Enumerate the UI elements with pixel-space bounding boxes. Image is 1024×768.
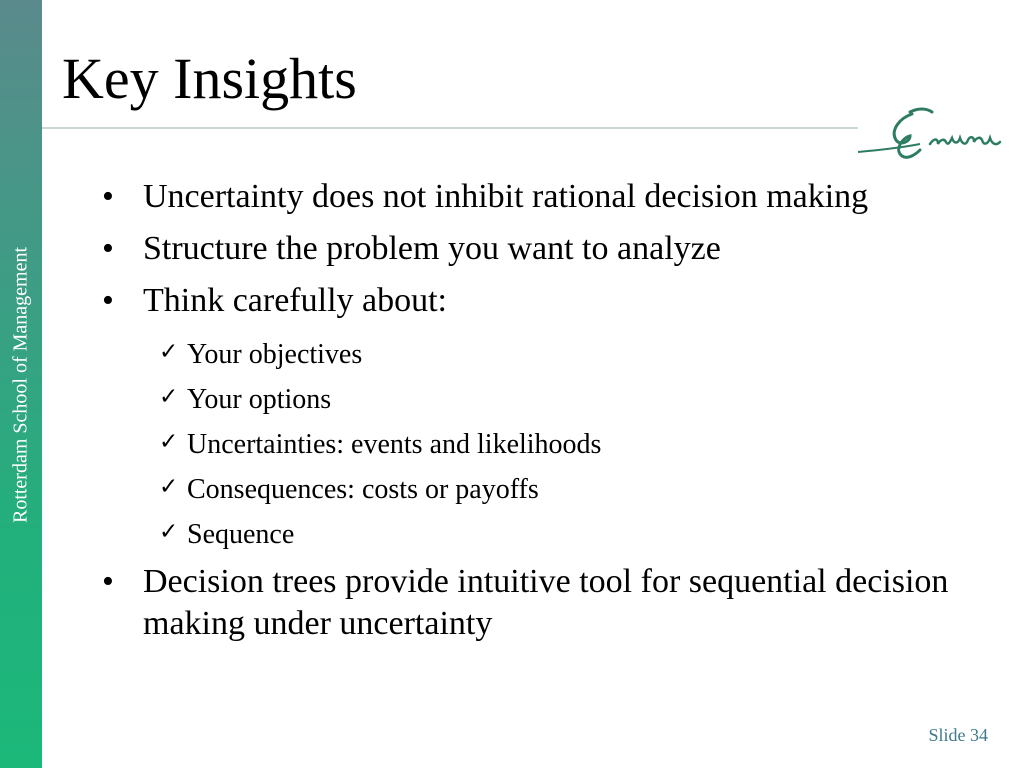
sidebar-band xyxy=(0,0,42,768)
checklist xyxy=(102,332,982,557)
bullet-marker: • xyxy=(102,563,114,600)
bullet-item xyxy=(102,280,982,322)
sidebar-label: Rotterdam School of Management xyxy=(9,246,32,524)
checklist-text: Your options xyxy=(187,384,332,415)
bullet-item xyxy=(102,561,982,645)
checkmark-icon: ✓ xyxy=(159,519,179,545)
checkmark-icon: ✓ xyxy=(159,474,179,500)
checklist-item xyxy=(159,377,982,422)
bullet-marker: • xyxy=(102,178,114,215)
bullet-item xyxy=(102,176,982,218)
bullet-text: Decision trees provide intuitive tool for sequential decision making under uncertainty xyxy=(143,563,949,642)
slide-number: Slide 34 xyxy=(928,725,988,745)
checkmark-icon: ✓ xyxy=(159,339,179,365)
checklist-item xyxy=(159,422,982,467)
checkmark-icon: ✓ xyxy=(159,429,179,455)
checklist-text: Your objectives xyxy=(187,339,363,370)
title-divider xyxy=(42,127,858,129)
checklist-text: Sequence xyxy=(187,519,295,550)
bullet-item xyxy=(102,228,982,270)
bullet-text: Think carefully about: xyxy=(143,282,448,319)
checklist-item xyxy=(159,467,982,512)
bullet-marker: • xyxy=(102,230,114,267)
bullet-list xyxy=(102,176,982,655)
checklist-item xyxy=(159,512,982,557)
bullet-text: Uncertainty does not inhibit rational decision making xyxy=(143,178,869,215)
bullet-marker: • xyxy=(102,282,114,319)
bullet-text: Structure the problem you want to analyze xyxy=(143,230,721,267)
slide-title: Key Insights xyxy=(62,46,357,111)
checklist-item xyxy=(159,332,982,377)
checkmark-icon: ✓ xyxy=(159,384,179,410)
erasmus-logo xyxy=(850,100,1015,164)
checklist-text: Uncertainties: events and likelihoods xyxy=(187,429,602,460)
checklist-text: Consequences: costs or payoffs xyxy=(187,474,539,505)
